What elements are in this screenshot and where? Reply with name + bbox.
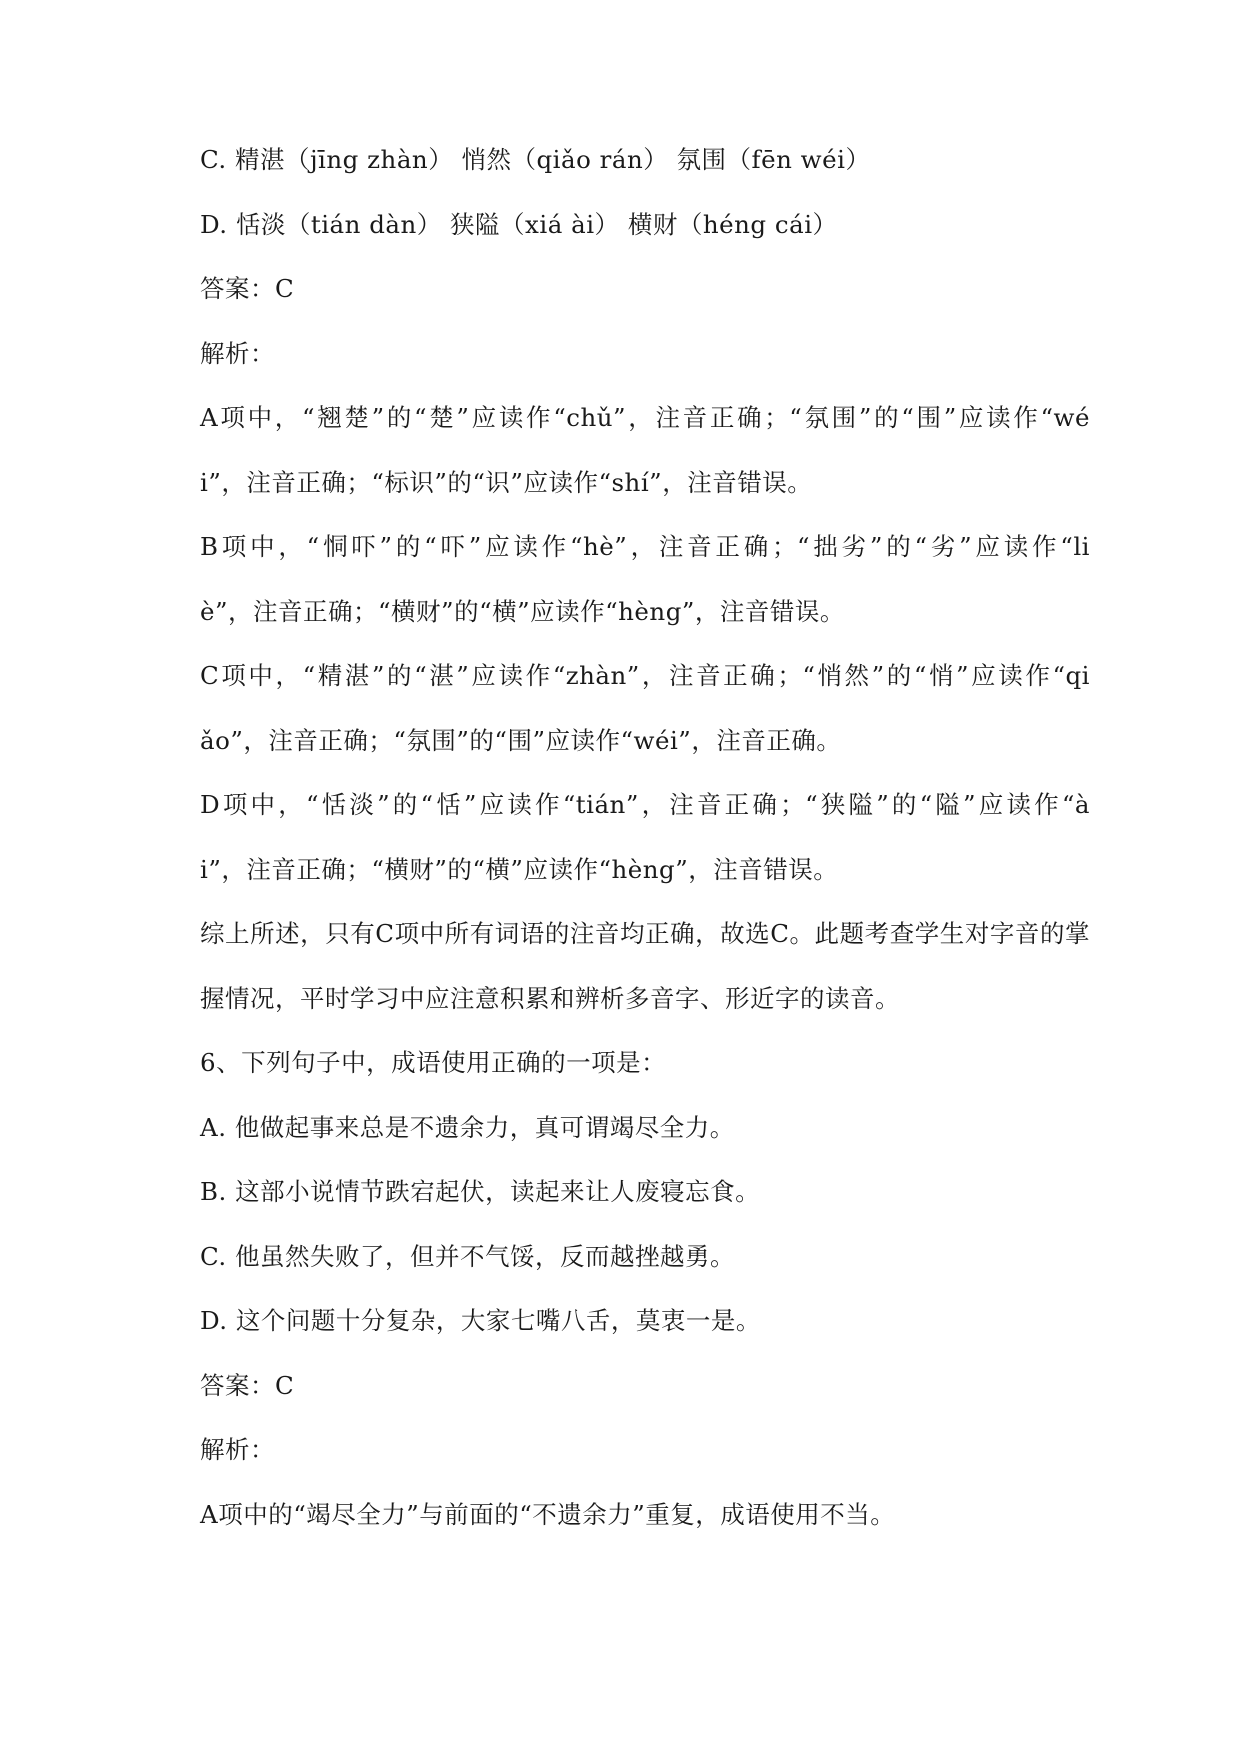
analysis-b-line-1: B项中，“恫吓”的“吓”应读作“hè”，注音正确；“拙劣”的“劣”应读作“li	[200, 532, 1090, 561]
analysis-b-line-2: è”，注音正确；“横财”的“横”应读作“hèng”，注音错误。	[200, 596, 845, 626]
analysis-heading-2: 解析：	[200, 1435, 275, 1464]
question-6-option-b: B. 这部小说情节跌宕起伏，读起来让人废寝忘食。	[200, 1177, 761, 1206]
answer-line-2: 答案：C	[200, 1370, 295, 1400]
question-6-option-d: D. 这个问题十分复杂，大家七嘴八舌，莫衷一是。	[200, 1306, 761, 1335]
question-6-option-c: C. 他虽然失败了，但并不气馁，反而越挫越勇。	[200, 1241, 735, 1271]
analysis-heading: 解析：	[200, 338, 275, 368]
summary-line-1: 综上所述，只有C项中所有词语的注音均正确，故选C。此题考查学生对字音的掌	[200, 919, 1090, 948]
analysis-a-q6: A项中的“竭尽全力”与前面的“不遗余力”重复，成语使用不当。	[200, 1499, 896, 1529]
option-d-pinyin: D. 恬淡（tián dàn） 狭隘（xiá ài） 横财（héng cái）	[200, 209, 838, 239]
document-body	[200, 140, 1090, 1559]
analysis-d-line-1: D项中，“恬淡”的“恬”应读作“tián”，注音正确；“狭隘”的“隘”应读作“à	[200, 790, 1090, 819]
summary-line-2: 握情况，平时学习中应注意积累和辨析多音字、形近字的读音。	[200, 983, 900, 1013]
answer-line: 答案：C	[200, 274, 295, 303]
analysis-c-line-1: C项中，“精湛”的“湛”应读作“zhàn”，注音正确；“悄然”的“悄”应读作“qi	[200, 661, 1090, 690]
question-6-option-a: A. 他做起事来总是不遗余力，真可谓竭尽全力。	[200, 1112, 735, 1142]
option-c-pinyin: C. 精湛（jīng zhàn） 悄然（qiǎo rán） 氛围（fēn wéi）	[200, 145, 871, 174]
analysis-a-line-1: A项中，“翘楚”的“楚”应读作“chǔ”，注音正确；“氛围”的“围”应读作“wé	[200, 403, 1090, 432]
analysis-a-line-2: i”，注音正确；“标识”的“识”应读作“shí”，注音错误。	[200, 467, 813, 497]
analysis-d-line-2: i”，注音正确；“横财”的“横”应读作“hèng”，注音错误。	[200, 854, 839, 884]
analysis-c-line-2: ǎo”，注音正确；“氛围”的“围”应读作“wéi”，注音正确。	[200, 725, 842, 755]
question-6: 6、下列句子中，成语使用正确的一项是：	[200, 1048, 667, 1077]
